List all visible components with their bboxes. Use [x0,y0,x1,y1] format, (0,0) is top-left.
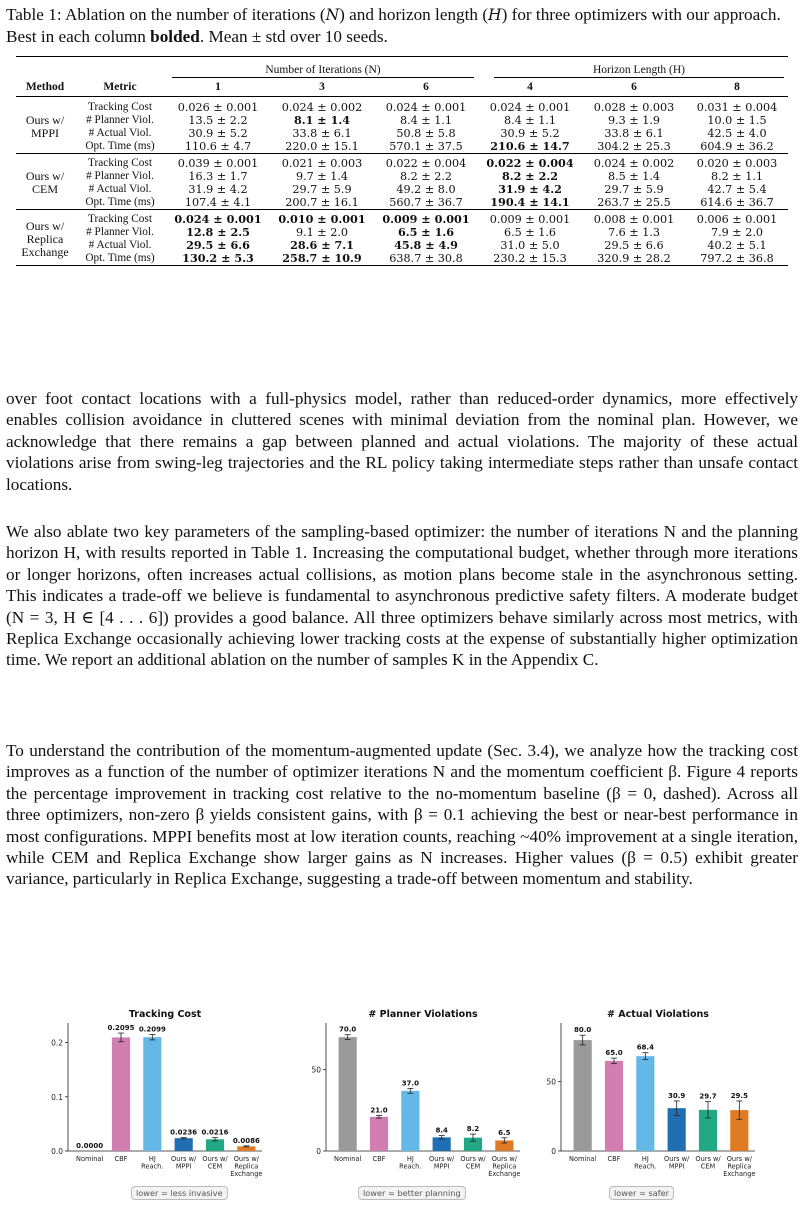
table-row [16,127,788,140]
chart-note-tracking-cost: lower = less invasive [131,1186,228,1200]
table-cell: 200.7 ± 16.1 [285,196,359,209]
caption-symbol-h: H [488,6,502,24]
x-tick-label: Ours w/ CEM [460,1155,486,1171]
chart-title: # Planner Violations [368,1009,478,1020]
metric-label: Opt. Time (ms) [85,196,155,208]
table-cell: 13.5 ± 2.2 [188,114,248,127]
table-cell: 7.9 ± 2.0 [710,226,764,239]
table-cell: 42.5 ± 4.0 [707,127,767,140]
table-cell: 0.024 ± 0.002 [593,157,675,170]
table-cell: 29.5 ± 6.6 [186,238,250,252]
y-tick-label: 0.2 [51,1038,63,1048]
table-cell: 42.7 ± 5.4 [707,183,767,196]
data-label: 29.7 [699,1092,717,1101]
table-cell: 8.2 ± 2.2 [399,170,453,183]
data-label: 21.0 [370,1106,388,1115]
paragraph-1: over foot contact locations with a full-physics model, rather than reduced-order dynamics, more effectively enables collision avoidance in cluttered scenes with minimal deviation from the nominal plan. However, we acknowledge that there remains a gap between planned and actual violations. The majority of these actual violations arise from swing-leg trajectories and the RL policy taking intermediate steps rather than unsafe contact locations. [6,389,798,494]
chart-panel-actual-violations [523,1003,763,1203]
metric-label: Opt. Time (ms) [85,252,155,264]
table-cell: 45.8 ± 4.9 [394,238,458,252]
table-cell: 16.3 ± 1.7 [188,170,248,183]
chart-bar [143,1037,161,1151]
y-tick-label: 0.1 [51,1092,63,1102]
chart-bar [401,1091,419,1151]
table-cell: 638.7 ± 30.8 [389,252,463,265]
table-row [16,140,788,154]
data-label: 0.0086 [232,1136,260,1145]
table-cell: 0.024 ± 0.002 [281,101,363,114]
group-header-horizon: Horizon Length (H) [494,64,784,78]
paragraph-2: We also ablate two key parameters of the sampling-based optimizer: the number of iterations N and the planning horizon H, with results reported in Table 1. Increasing the computational budget, whether through more iterations or longer horizons, often increases actual collisions, as motion plans become stale in the asynchronous setting. This indicates a trade-off we believe is fundamental to asynchronous predictive safety filters. A moderate budget (N = 3, H ∈ [4 . . . 6]) provides a good balance. All three optimizers behave similarly across most metrics, with Replica Exchange occasionally achieving lower tracking costs at the expense of substantially higher optimization time. We report an additional ablation on the number of samples K in the Appendix C. [6,522,798,670]
table-cell: 6.5 ± 1.6 [397,225,455,239]
x-tick-label: Nominal [334,1155,362,1163]
chart-note-actual-violations: lower = safer [609,1186,674,1200]
caption-suffix: . Mean ± std over 10 seeds. [199,27,388,46]
chart-bar [175,1138,193,1151]
table-cell: 0.039 ± 0.001 [177,157,259,170]
data-label: 0.2095 [107,1024,135,1033]
table-cell: 10.0 ± 1.5 [707,114,767,127]
table-cell: 29.7 ± 5.9 [292,183,352,196]
table-cell: 0.031 ± 0.004 [696,101,778,114]
metric-label: Opt. Time (ms) [85,140,155,152]
table-cell: 30.9 ± 5.2 [500,127,560,140]
table-cell: 9.1 ± 2.0 [295,226,349,239]
data-label: 8.2 [466,1125,480,1134]
table-cell: 0.021 ± 0.003 [281,157,363,170]
chart-bar [574,1040,592,1151]
table-cell: 190.4 ± 14.1 [490,195,570,209]
metric-label: Tracking Cost [88,157,152,169]
tracking-cost-chart [30,1003,270,1181]
x-tick-label: CBF [372,1155,386,1163]
table-cell: 28.6 ± 7.1 [290,238,354,252]
data-label: 70.0 [339,1025,357,1034]
y-tick-label: 0.0 [51,1147,63,1156]
table-cell: 30.9 ± 5.2 [188,127,248,140]
chart-panel-tracking-cost [30,1003,270,1203]
method-label-line: Ours w/ [25,113,65,127]
table-cell: 8.5 ± 1.4 [607,170,661,183]
table-cell: 304.2 ± 25.3 [597,140,671,153]
table-cell: 31.9 ± 4.2 [498,182,562,196]
x-tick-label: CBF [607,1155,621,1163]
table-cell: 0.028 ± 0.003 [593,101,675,114]
x-tick-label: Ours w/ MPPI [429,1155,455,1171]
column-header-n3: 3 [270,79,374,97]
x-tick-label: Nominal [76,1155,104,1163]
table-cell: 9.3 ± 1.9 [607,114,661,127]
y-tick-label: 50 [311,1065,321,1075]
column-header-h8: 8 [686,79,788,97]
planner-violations-chart [288,1003,528,1181]
metric-label: # Planner Viol. [86,226,154,238]
x-tick-label: Ours w/ MPPI [664,1155,690,1171]
table-row [16,183,788,196]
table-cell: 0.006 ± 0.001 [696,213,778,226]
table-cell: 110.6 ± 4.7 [184,140,252,153]
data-label: 68.4 [636,1043,654,1052]
table-cell: 570.1 ± 37.5 [389,140,463,153]
column-header-h6: 6 [582,79,686,97]
table-row [16,101,788,114]
x-tick-label: HJ Reach. [141,1155,164,1171]
chart-bar [112,1037,130,1151]
table-cell: 0.008 ± 0.001 [593,213,675,226]
table-cell: 33.8 ± 6.1 [604,127,664,140]
table-cell: 49.2 ± 8.0 [396,183,456,196]
data-label: 0.0000 [76,1142,104,1150]
method-label-line: CEM [31,182,58,196]
table-cell: 107.4 ± 4.1 [184,196,252,209]
paragraph-3: To understand the contribution of the momentum-augmented update (Sec. 3.4), we analyze how the tracking cost improves as a function of the number of optimizer iterations N and the momentum coefficient β. Figure 4 reports the percentage improvement in tracking cost relative to the no-momentum baseline (β = 0, dashed). Across all three optimizers, non-zero β yields consistent gains, with β = 0.1 achieving the best or near-best performance in most configurations. MPPI benefits most at low iteration counts, reaching ~40% improvement at a single iteration, while CEM and Replica Exchange show larger gains as N increases. Higher values (β = 0.5) exhibit greater variance, particularly in Replica Exchange, suggesting a trade-off between momentum and stability. [6,741,798,889]
table-row [16,157,788,170]
y-tick-label: 0 [316,1147,321,1156]
chart-title: # Actual Violations [607,1009,709,1020]
table-row [16,239,788,252]
y-tick-label: 50 [546,1077,556,1087]
data-label: 30.9 [668,1091,686,1100]
table-cell: 31.0 ± 5.0 [500,239,560,252]
table-cell: 263.7 ± 25.5 [597,196,671,209]
table-cell: 33.8 ± 6.1 [292,127,352,140]
metric-label: # Planner Viol. [86,170,154,182]
x-tick-label: HJ Reach. [399,1155,422,1171]
table-cell: 210.6 ± 14.7 [490,139,570,153]
table-cell: 0.024 ± 0.001 [174,212,262,226]
chart-panel-planner-violations [288,1003,528,1203]
metric-label: # Actual Viol. [88,239,152,251]
table-cell: 7.6 ± 1.3 [607,226,661,239]
method-label-line: Ours w/ [25,218,65,233]
table-row [16,114,788,127]
table-cell: 560.7 ± 36.7 [389,196,463,209]
table-cell: 0.026 ± 0.001 [177,101,259,114]
method-label-line: Exchange [21,244,69,259]
table-cell: 0.020 ± 0.003 [696,157,778,170]
x-tick-label: Ours w/ Replica Exchange [230,1155,263,1178]
data-label: 0.0236 [170,1128,198,1137]
metric-label: Tracking Cost [88,101,152,113]
table-cell: 8.1 ± 1.4 [293,113,351,127]
method-cell [16,157,74,210]
metric-label: # Actual Viol. [88,127,152,139]
table-cell: 0.010 ± 0.001 [278,212,366,226]
table-cell: 604.9 ± 36.2 [700,140,774,153]
method-cell [16,213,74,266]
group-header-iterations: Number of Iterations (N) [172,64,474,78]
actual-violations-chart [523,1003,763,1181]
caption-bolded: bolded [150,27,200,46]
column-header-metric: Metric [74,79,166,97]
x-tick-label: Ours w/ MPPI [171,1155,197,1171]
table-cell: 31.9 ± 4.2 [188,183,248,196]
data-label: 29.5 [730,1091,748,1100]
method-label-line: MPPI [30,126,59,140]
chart-bar [370,1117,388,1151]
table-caption [6,4,798,47]
chart-bar [605,1061,623,1151]
table-row [16,170,788,183]
metric-label: # Planner Viol. [86,114,154,126]
table-cell: 8.2 ± 1.1 [710,170,764,183]
data-label: 8.4 [435,1126,448,1135]
chart-note-planner-violations: lower = better planning [358,1186,466,1200]
x-tick-label: Ours w/ Replica Exchange [488,1155,521,1178]
column-header-n6: 6 [374,79,478,97]
method-label-line: Replica [26,231,64,246]
table-cell: 6.5 ± 1.6 [503,226,557,239]
table-cell: 9.7 ± 1.4 [295,170,349,183]
data-label: 0.2099 [138,1025,166,1034]
table-cell: 29.5 ± 6.6 [604,239,664,252]
x-tick-label: CBF [114,1155,128,1163]
metric-label: Tracking Cost [88,213,152,225]
y-tick-label: 0 [551,1147,556,1156]
table-cell: 8.2 ± 2.2 [501,169,559,183]
data-label: 6.5 [498,1128,511,1137]
chart-bar [636,1056,654,1151]
bar-chart-figure [30,1003,794,1203]
method-cell [16,101,74,154]
table-cell: 230.2 ± 15.3 [493,252,567,265]
column-header-h4: 4 [478,79,582,97]
table-cell: 130.2 ± 5.3 [182,251,254,265]
table-cell: 0.024 ± 0.001 [489,101,571,114]
method-label-line: Ours w/ [25,169,65,183]
table-cell: 258.7 ± 10.9 [282,251,362,265]
table-cell: 0.009 ± 0.001 [382,212,470,226]
x-tick-label: Ours w/ CEM [202,1155,228,1171]
table-cell: 50.8 ± 5.8 [396,127,456,140]
x-tick-label: Nominal [569,1155,597,1163]
table-cell: 614.6 ± 36.7 [700,196,774,209]
ablation-table [16,56,788,270]
table-cell: 0.009 ± 0.001 [489,213,571,226]
table-cell: 40.2 ± 5.1 [707,239,767,252]
x-tick-label: Ours w/ CEM [695,1155,721,1171]
table-row [16,252,788,266]
metric-label: # Actual Viol. [88,183,152,195]
x-tick-label: HJ Reach. [634,1155,657,1171]
caption-prefix: Table 1: Ablation on the number of iterations ( [6,5,326,24]
table-row [16,196,788,210]
table-cell: 29.7 ± 5.9 [604,183,664,196]
table-cell: 8.4 ± 1.1 [503,114,557,127]
table-cell: 320.9 ± 28.2 [597,252,671,265]
caption-mid2: ) for three optimizers with our approach. Best in each column [6,5,781,46]
data-label: 37.0 [401,1079,419,1088]
column-header-n1: 1 [166,79,270,97]
table-cell: 797.2 ± 36.8 [700,252,774,265]
caption-mid1: ) and horizon length ( [339,5,489,24]
caption-symbol-n: N [325,6,340,24]
table-cell: 0.024 ± 0.001 [385,101,467,114]
data-label: 65.0 [605,1049,623,1058]
table-cell: 0.022 ± 0.004 [385,157,467,170]
x-tick-label: Ours w/ Replica Exchange [723,1155,756,1178]
table-cell: 12.8 ± 2.5 [186,225,250,239]
table-cell: 8.4 ± 1.1 [399,114,453,127]
data-label: 80.0 [574,1026,592,1035]
table-cell: 0.022 ± 0.004 [486,156,574,170]
chart-bar [339,1037,357,1151]
column-header-method: Method [16,79,74,97]
data-label: 0.0216 [201,1128,229,1137]
table-cell: 220.0 ± 15.1 [285,140,359,153]
chart-title: Tracking Cost [128,1009,202,1020]
